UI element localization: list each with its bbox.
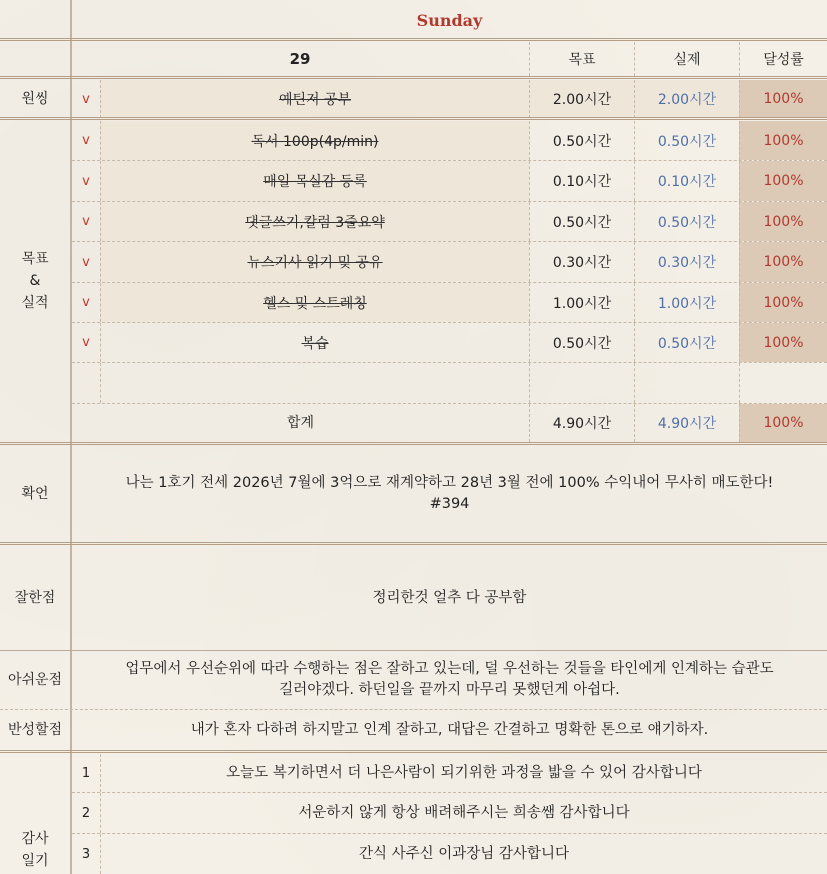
goal-value: 0.50시간 xyxy=(529,323,634,362)
rate-value: 100% xyxy=(739,161,827,201)
entry-number: 2 xyxy=(81,805,91,821)
actual-value: 0.50시간 xyxy=(634,202,739,241)
affirmation-text xyxy=(72,446,827,542)
total-actual: 4.90시간 xyxy=(634,404,739,442)
goals-label-line: 실적 xyxy=(21,295,49,311)
goal-header: 목표 xyxy=(529,42,634,76)
warming-task-cell xyxy=(100,80,529,118)
entry-text: 간식 사주신 이과장님 감사합니다 xyxy=(100,834,827,874)
entry-number: 1 xyxy=(81,765,91,781)
empty-rate-cell xyxy=(739,363,827,403)
reflect-text: 내가 혼자 다하려 하지말고 인계 잘하고, 대답은 간결하고 명확한 톤으로 얘기하자. xyxy=(190,721,709,738)
task-label: 헬스 및 스트레칭 xyxy=(263,295,367,312)
regret-line: 길러야겠다. 하던일을 끝까지 마무리 못했던게 아쉽다. xyxy=(279,682,620,698)
task-label: 댓글쓰기,칼럼 3줄요약 xyxy=(245,214,385,231)
affirmation-label: 확언 xyxy=(21,486,49,502)
gratitude-label-line: 감사 xyxy=(21,831,49,847)
good-label: 잘한점 xyxy=(14,590,56,606)
divider xyxy=(0,76,827,79)
affirmation-line: 나는 1호기 전세 2026년 7월에 3억으로 재계약하고 28년 3월 전에 100% 수익내어 무사히 매도한다! xyxy=(125,475,774,491)
warming-label: 원씽 xyxy=(21,91,49,107)
goals-label-line: & xyxy=(29,273,41,289)
divider xyxy=(0,38,827,41)
divider xyxy=(0,117,827,120)
regret-label: 아쉬운점 xyxy=(7,672,63,688)
good-text: 정리한것 얼추 다 공부함 xyxy=(372,589,527,606)
affirmation-tag: #394 xyxy=(429,496,470,512)
actual-value: 2.00시간 xyxy=(634,80,739,118)
rate-value: 100% xyxy=(739,80,827,118)
check-mark[interactable]: v xyxy=(82,254,90,270)
rate-header: 달성률 xyxy=(739,42,827,76)
actual-value: 0.50시간 xyxy=(634,121,739,160)
check-mark[interactable]: v xyxy=(82,173,90,189)
check-mark[interactable]: v xyxy=(82,133,90,148)
goal-value: 2.00시간 xyxy=(529,80,634,118)
actual-value: 0.50시간 xyxy=(634,323,739,362)
check-mark[interactable]: v xyxy=(82,214,90,229)
task-label: 매일 목실감 등록 xyxy=(263,174,367,190)
day-title: Sunday xyxy=(416,10,483,30)
actual-value: 1.00시간 xyxy=(634,283,739,322)
regret-text xyxy=(72,651,827,709)
divider xyxy=(0,542,827,545)
task-label: 예틴저 공부 xyxy=(278,92,352,108)
empty-goal-cell xyxy=(529,363,634,403)
task-cell xyxy=(100,161,529,201)
entry-text: 오늘도 복기하면서 더 나은사람이 되기위한 과정을 밟을 수 있어 감사합니다 xyxy=(100,754,827,792)
check-mark[interactable]: v xyxy=(82,335,90,350)
total-label: 합계 xyxy=(286,415,315,431)
rate-value: 100% xyxy=(739,283,827,322)
rate-value: 100% xyxy=(739,121,827,160)
goals-label xyxy=(0,120,70,442)
total-goal: 4.90시간 xyxy=(529,404,634,442)
task-cell xyxy=(100,283,529,322)
entry-text: 서운하지 않게 항상 배려해주시는 희송쌤 감사합니다 xyxy=(100,793,827,833)
actual-header: 실제 xyxy=(634,42,739,76)
regret-line: 업무에서 우선순위에 따라 수행하는 점은 잘하고 있는데, 덜 우선하는 것들을 타인에게 인계하는 습관도 xyxy=(125,661,774,677)
date-header: 29 xyxy=(289,50,311,68)
task-label: 독서 100p(4p/min) xyxy=(251,133,379,150)
rate-value: 100% xyxy=(739,242,827,282)
task-cell xyxy=(100,202,529,241)
actual-value: 0.10시간 xyxy=(634,161,739,201)
task-cell xyxy=(100,323,529,362)
gratitude-label xyxy=(0,754,70,874)
divider xyxy=(0,442,827,445)
gratitude-label-line: 일기 xyxy=(21,853,49,869)
goal-value: 1.00시간 xyxy=(529,283,634,322)
empty-task-cell[interactable] xyxy=(100,363,529,403)
check-mark[interactable]: v xyxy=(82,295,90,310)
divider xyxy=(0,750,827,753)
goal-value: 0.50시간 xyxy=(529,202,634,241)
total-rate: 100% xyxy=(739,404,827,442)
goals-label-line: 목표 xyxy=(21,251,49,267)
rate-value: 100% xyxy=(739,323,827,362)
task-label: 뉴스기사 읽기 및 공유 xyxy=(247,255,383,271)
goal-value: 0.30시간 xyxy=(529,242,634,282)
reflect-label: 반성할점 xyxy=(7,722,63,738)
task-cell xyxy=(100,242,529,282)
check-mark[interactable]: v xyxy=(82,91,90,107)
entry-number: 3 xyxy=(81,846,91,862)
actual-value: 0.30시간 xyxy=(634,242,739,282)
task-label: 복습 xyxy=(301,335,329,352)
empty-actual-cell xyxy=(634,363,739,403)
goal-value: 0.10시간 xyxy=(529,161,634,201)
task-cell xyxy=(100,121,529,160)
goal-value: 0.50시간 xyxy=(529,121,634,160)
rate-value: 100% xyxy=(739,202,827,241)
